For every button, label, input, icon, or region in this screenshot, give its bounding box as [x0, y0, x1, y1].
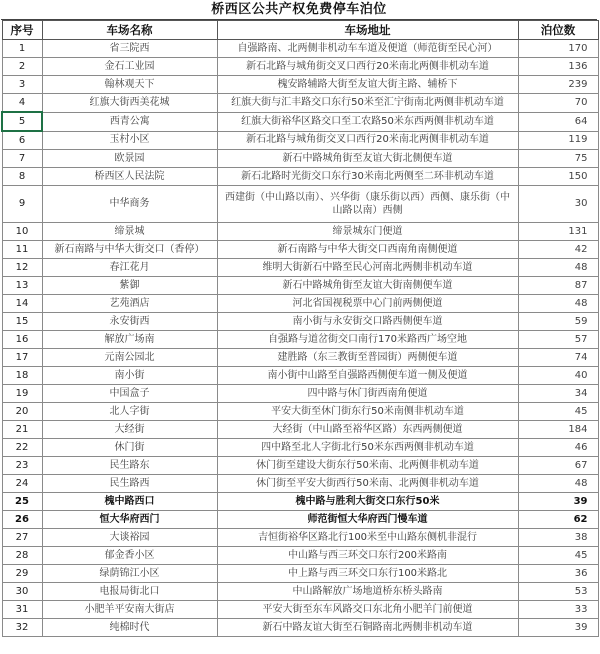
cell-name[interactable]: 纯棉时代 [42, 619, 217, 637]
cell-index[interactable]: 10 [2, 223, 42, 241]
cell-index[interactable]: 9 [2, 186, 42, 223]
cell-name[interactable]: 新石南路与中华大街交口（香停） [42, 241, 217, 259]
cell-name[interactable]: 大经街 [42, 421, 217, 439]
cell-index[interactable]: 3 [2, 76, 42, 94]
cell-name[interactable]: 槐中路西口 [42, 493, 217, 511]
cell-index[interactable]: 8 [2, 168, 42, 186]
cell-address[interactable]: 自强路南、北两侧非机动车车道及便道（师范街至民心河） [217, 40, 518, 58]
cell-index[interactable]: 6 [2, 131, 42, 150]
header-address[interactable]: 车场地址 [217, 21, 518, 40]
cell-address[interactable]: 红旗大街与汇丰路交口东行50米至汇宁街南北两侧非机动车道 [217, 94, 518, 113]
cell-index[interactable]: 32 [2, 619, 42, 637]
cell-count[interactable]: 184 [518, 421, 598, 439]
cell-index[interactable]: 27 [2, 529, 42, 547]
table-row [2, 385, 598, 403]
cell-count[interactable]: 36 [518, 565, 598, 583]
cell-count[interactable]: 45 [518, 403, 598, 421]
cell-index[interactable]: 14 [2, 295, 42, 313]
cell-name[interactable]: 恒大华府西门 [42, 511, 217, 529]
cell-index[interactable]: 30 [2, 583, 42, 601]
parking-table-sheet [1, 0, 597, 637]
cell-index[interactable]: 28 [2, 547, 42, 565]
cell-address[interactable]: 四中路与休门街西南角便道 [217, 385, 518, 403]
table-row [2, 186, 598, 223]
cell-address[interactable]: 中山路与西三环交口东行200米路南 [217, 547, 518, 565]
table-row [2, 295, 598, 313]
table-row [2, 601, 598, 619]
cell-address[interactable]: 槐安路辅路大街至友谊大街主路、辅桥下 [217, 76, 518, 94]
table-row [2, 403, 598, 421]
cell-address[interactable]: 南小街与永安街交口路西侧便车道 [217, 313, 518, 331]
cell-index[interactable]: 31 [2, 601, 42, 619]
table-row [2, 439, 598, 457]
cell-name[interactable]: 元南公园北 [42, 349, 217, 367]
cell-count[interactable]: 34 [518, 385, 598, 403]
cell-name[interactable]: 南小街 [42, 367, 217, 385]
cell-count[interactable]: 150 [518, 168, 598, 186]
cell-address[interactable]: 四中路至北人字街北行50米东西两侧非机动车道 [217, 439, 518, 457]
cell-address[interactable]: 休门街至建设大街东行50米南、北两侧非机动车道 [217, 457, 518, 475]
cell-index[interactable]: 17 [2, 349, 42, 367]
cell-index[interactable]: 1 [2, 40, 42, 58]
header-index[interactable]: 序号 [2, 21, 42, 40]
cell-name[interactable]: 缔景城 [42, 223, 217, 241]
cell-count[interactable]: 239 [518, 76, 598, 94]
cell-index[interactable]: 19 [2, 385, 42, 403]
cell-index[interactable]: 20 [2, 403, 42, 421]
cell-count[interactable]: 75 [518, 150, 598, 168]
table-row [2, 331, 598, 349]
cell-index[interactable]: 18 [2, 367, 42, 385]
cell-address[interactable]: 河北省国视税票中心门前两侧便道 [217, 295, 518, 313]
table-row [2, 529, 598, 547]
cell-count[interactable]: 42 [518, 241, 598, 259]
cell-index[interactable]: 16 [2, 331, 42, 349]
cell-count[interactable]: 45 [518, 547, 598, 565]
cell-address[interactable]: 新石中路城角街至友谊大街北侧便车道 [217, 150, 518, 168]
cell-address[interactable]: 新石北路与城角街交叉口西行20米南北两侧非机动车道 [217, 131, 518, 150]
cell-count[interactable]: 48 [518, 295, 598, 313]
table-row [2, 150, 598, 168]
cell-address[interactable]: 中上路与西三环交口东行100米路北 [217, 565, 518, 583]
cell-name[interactable]: 欧景园 [42, 150, 217, 168]
cell-name[interactable]: 郁金香小区 [42, 547, 217, 565]
cell-index[interactable]: 13 [2, 277, 42, 295]
table-row [2, 313, 598, 331]
cell-name[interactable]: 休门街 [42, 439, 217, 457]
cell-count[interactable]: 62 [518, 511, 598, 529]
cell-address[interactable]: 建胜路（东三教街至普园街）两侧便车道 [217, 349, 518, 367]
cell-index[interactable]: 7 [2, 150, 42, 168]
cell-name[interactable]: 民生路东 [42, 457, 217, 475]
cell-address[interactable]: 新石中路城角街至友谊大街南侧便车道 [217, 277, 518, 295]
cell-name[interactable]: 桥西区人民法院 [42, 168, 217, 186]
cell-address[interactable]: 自强路与道岔街交口南行170米路西广场空地 [217, 331, 518, 349]
cell-index[interactable]: 5 [2, 112, 42, 131]
table-body [2, 40, 598, 637]
cell-index[interactable]: 2 [2, 58, 42, 76]
table-row [2, 241, 598, 259]
cell-count[interactable]: 40 [518, 367, 598, 385]
cell-name[interactable]: 电报局街北口 [42, 583, 217, 601]
cell-index[interactable]: 22 [2, 439, 42, 457]
cell-address[interactable]: 师范街恒大华府西门慢车道 [217, 511, 518, 529]
table-row [2, 94, 598, 113]
table-row [2, 259, 598, 277]
cell-count[interactable]: 39 [518, 493, 598, 511]
table-row [2, 131, 598, 150]
table-row [2, 58, 598, 76]
cell-index[interactable]: 25 [2, 493, 42, 511]
cell-address[interactable]: 吉恒街裕华区路北行100米至中山路东侧机非混行 [217, 529, 518, 547]
cell-index[interactable]: 23 [2, 457, 42, 475]
table-row [2, 421, 598, 439]
cell-count[interactable]: 119 [518, 131, 598, 150]
cell-name[interactable]: 翰林观天下 [42, 76, 217, 94]
cell-address[interactable]: 维明大街新石中路至民心河南北两侧非机动车道 [217, 259, 518, 277]
header-count[interactable]: 泊位数 [518, 21, 598, 40]
cell-index[interactable]: 24 [2, 475, 42, 493]
cell-index[interactable]: 15 [2, 313, 42, 331]
table-row [2, 511, 598, 529]
table-row [2, 493, 598, 511]
cell-count[interactable]: 70 [518, 94, 598, 113]
table-row [2, 168, 598, 186]
cell-index[interactable]: 26 [2, 511, 42, 529]
cell-name[interactable]: 民生路西 [42, 475, 217, 493]
cell-name[interactable]: 北人字街 [42, 403, 217, 421]
table-row [2, 112, 598, 131]
table-row [2, 565, 598, 583]
cell-name[interactable]: 绿荫锦江小区 [42, 565, 217, 583]
cell-address[interactable]: 大经街（中山路至裕华区路）东西两侧便道 [217, 421, 518, 439]
cell-count[interactable]: 59 [518, 313, 598, 331]
cell-name[interactable]: 永安街西 [42, 313, 217, 331]
table-row [2, 349, 598, 367]
cell-address[interactable]: 红旗大街裕华区路交口至工农路50米东西两侧非机动车道 [217, 112, 518, 131]
cell-count[interactable]: 30 [518, 186, 598, 223]
cell-index[interactable]: 4 [2, 94, 42, 113]
cell-count[interactable]: 53 [518, 583, 598, 601]
cell-index[interactable]: 21 [2, 421, 42, 439]
cell-count[interactable]: 87 [518, 277, 598, 295]
cell-count[interactable]: 170 [518, 40, 598, 58]
cell-index[interactable]: 29 [2, 565, 42, 583]
cell-name[interactable]: 金石工业园 [42, 58, 217, 76]
cell-count[interactable]: 48 [518, 475, 598, 493]
table-row [2, 457, 598, 475]
cell-name[interactable]: 中华商务 [42, 186, 217, 223]
cell-count[interactable]: 67 [518, 457, 598, 475]
cell-address[interactable]: 缔景城东门便道 [217, 223, 518, 241]
cell-name[interactable]: 解放广场南 [42, 331, 217, 349]
cell-index[interactable]: 12 [2, 259, 42, 277]
cell-count[interactable]: 39 [518, 619, 598, 637]
table-row [2, 619, 598, 637]
cell-address[interactable]: 新石中路友谊大街至石铜路南北两侧非机动车道 [217, 619, 518, 637]
cell-count[interactable]: 74 [518, 349, 598, 367]
table-row [2, 547, 598, 565]
cell-name[interactable]: 红旗大街西美花城 [42, 94, 217, 113]
header-row [2, 21, 598, 40]
cell-count[interactable]: 57 [518, 331, 598, 349]
cell-address[interactable]: 南小街中山路至自强路西侧便车道一侧及便道 [217, 367, 518, 385]
table-row [2, 475, 598, 493]
table-row [2, 583, 598, 601]
table-row [2, 76, 598, 94]
cell-name[interactable]: 大谈裕园 [42, 529, 217, 547]
cell-count[interactable]: 131 [518, 223, 598, 241]
cell-address[interactable]: 平安大街至休门街东行50米南侧非机动车道 [217, 403, 518, 421]
cell-name[interactable]: 紫御 [42, 277, 217, 295]
cell-address[interactable]: 中山路解放广场地道桥东桥头路南 [217, 583, 518, 601]
cell-address[interactable]: 平安大街至东车风路交口东北角小肥羊门前便道 [217, 601, 518, 619]
table-row [2, 223, 598, 241]
parking-table [1, 20, 599, 637]
cell-address[interactable]: 西建街（中山路以南）、兴华街（康乐街以西）西侧、康乐街（中山路以南）西侧 [217, 186, 518, 223]
sheet-title: 桥西区公共产权免费停车泊位 [1, 0, 597, 20]
table-row [2, 367, 598, 385]
table-row [2, 277, 598, 295]
cell-name[interactable]: 艺苑酒店 [42, 295, 217, 313]
cell-name[interactable]: 中国盒子 [42, 385, 217, 403]
cell-name[interactable]: 玉村小区 [42, 131, 217, 150]
cell-name[interactable]: 小肥羊平安南大街店 [42, 601, 217, 619]
cell-count[interactable]: 33 [518, 601, 598, 619]
cell-count[interactable]: 38 [518, 529, 598, 547]
cell-count[interactable]: 136 [518, 58, 598, 76]
cell-count[interactable]: 64 [518, 112, 598, 131]
cell-count[interactable]: 48 [518, 259, 598, 277]
cell-name[interactable]: 省三院西 [42, 40, 217, 58]
cell-address[interactable]: 新石南路与中华大街交口西南角南侧便道 [217, 241, 518, 259]
table-row [2, 40, 598, 58]
cell-count[interactable]: 46 [518, 439, 598, 457]
cell-name[interactable]: 西青公寓 [42, 112, 217, 131]
header-name[interactable]: 车场名称 [42, 21, 217, 40]
cell-address[interactable]: 新石北路与城角街交叉口西行20米南北两侧非机动车道 [217, 58, 518, 76]
cell-index[interactable]: 11 [2, 241, 42, 259]
cell-name[interactable]: 春江花月 [42, 259, 217, 277]
cell-address[interactable]: 休门街至平安大街西行50米南、北两侧非机动车道 [217, 475, 518, 493]
cell-address[interactable]: 槐中路与胜利大街交口东行50米 [217, 493, 518, 511]
cell-address[interactable]: 新石北路时光街交口东行30米南北两侧至二环非机动车道 [217, 168, 518, 186]
